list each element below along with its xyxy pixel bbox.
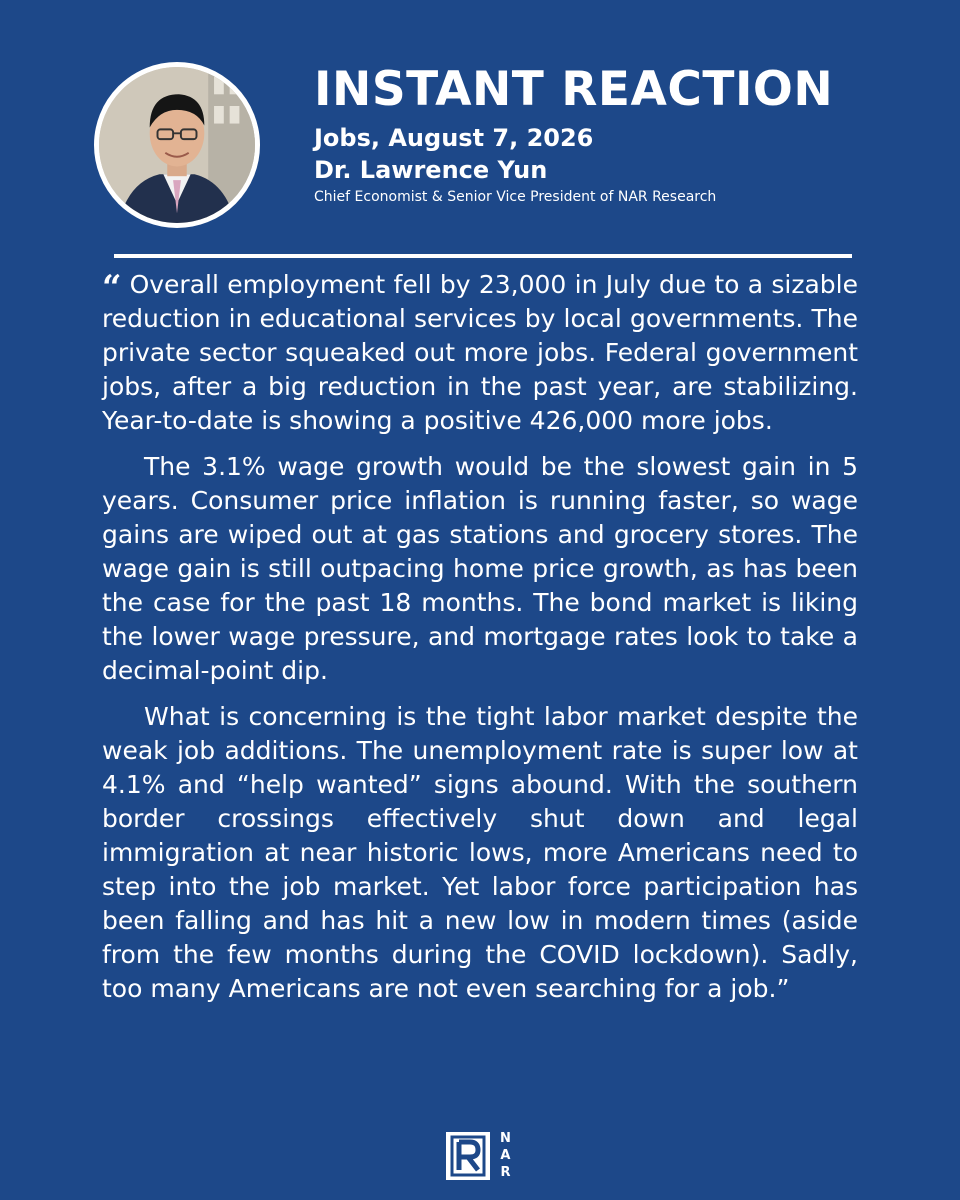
report-subtitle: Jobs, August 7, 2026 [314, 124, 594, 152]
header-divider [114, 254, 852, 258]
logo-letter-r: R [500, 1165, 512, 1180]
realtor-r-icon [446, 1132, 490, 1180]
nar-logo-letters [500, 1130, 512, 1181]
author-portrait [94, 62, 260, 228]
quote-paragraph-1 [102, 268, 858, 438]
quote-open-icon: “ [102, 268, 122, 308]
logo-letter-n: N [500, 1131, 512, 1146]
logo-letter-a: A [500, 1148, 512, 1163]
page-title: INSTANT REACTION [314, 62, 834, 117]
nar-logo [446, 1130, 512, 1181]
quote-paragraph-3: What is concerning is the tight labor market despite the weak job additions. The unemployment rate is super low at 4.1% and “help wanted” signs abound. With the southern border crossings effectively shut down and legal immigration at near historic lows, more Americans need to step into the job market. Yet labor force participation has been falling and has hit a new low in modern times (aside from the few months during the COVID lockdown). Sadly, too many Americans are not even searching for a job.” [102, 702, 858, 1003]
quote-paragraph-2: The 3.1% wage growth would be the slowest gain in 5 years. Consumer price inflation is running faster, so wage gains are wiped out at gas stations and grocery stores. The wage gain is still outpacing home price growth, as has been the case for the past 18 months. The bond market is liking the lower wage pressure, and mortgage rates look to take a decimal-point dip. [102, 452, 858, 685]
author-portrait-image [99, 67, 255, 223]
author-role: Chief Economist & Senior Vice President of NAR Research [314, 189, 717, 205]
quote-body [102, 268, 858, 1018]
header [314, 62, 914, 206]
author-name: Dr. Lawrence Yun [314, 156, 548, 184]
quote-paragraph-1-text: Overall employment fell by 23,000 in July due to a sizable reduction in educational services by local governments. The private sector squeaked out more jobs. Federal government jobs, after a big reduction in the past year, are stabilizing. Year-to-date is showing a positive 426,000 more jobs. [102, 270, 858, 435]
